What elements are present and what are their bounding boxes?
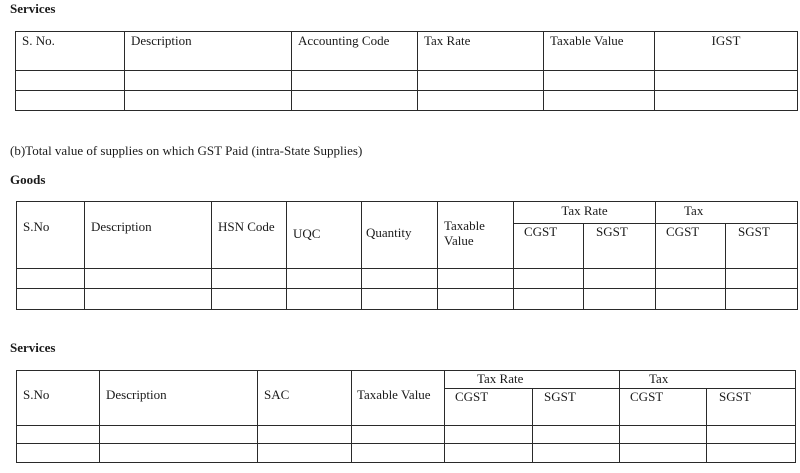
table-cell[interactable] — [17, 289, 85, 310]
table-cell[interactable] — [726, 269, 798, 289]
table-cell[interactable] — [445, 444, 533, 463]
table-cell[interactable] — [125, 71, 292, 91]
table-cell[interactable] — [620, 444, 707, 463]
table-cell[interactable] — [258, 444, 352, 463]
table-cell[interactable] — [418, 91, 544, 111]
table-cell[interactable] — [544, 91, 655, 111]
table-cell[interactable] — [100, 444, 258, 463]
group-header-tax: Tax — [656, 202, 798, 224]
header-cell: S.No — [17, 202, 85, 269]
table-row — [16, 91, 798, 111]
table-cell[interactable] — [544, 71, 655, 91]
table-cell[interactable] — [514, 269, 584, 289]
header-cell: S.No — [17, 371, 100, 426]
table-cell[interactable] — [17, 426, 100, 444]
table-cell[interactable] — [584, 269, 656, 289]
table-cell[interactable] — [655, 71, 798, 91]
table-cell[interactable] — [362, 289, 438, 310]
services-igst-table — [15, 31, 798, 111]
services-cgst-sgst-table — [16, 370, 796, 463]
table-cell[interactable] — [287, 289, 362, 310]
table-cell[interactable] — [533, 426, 620, 444]
table-cell[interactable] — [292, 91, 418, 111]
table-cell[interactable] — [212, 269, 287, 289]
header-cell: Accounting Code — [292, 32, 418, 71]
table-row — [17, 289, 798, 310]
table-cell[interactable] — [16, 71, 125, 91]
table-cell[interactable] — [287, 269, 362, 289]
header-cell: UQC — [287, 202, 362, 269]
table-cell[interactable] — [258, 426, 352, 444]
table-cell[interactable] — [352, 426, 445, 444]
goods-heading: Goods — [10, 172, 46, 187]
header-cell: IGST — [655, 32, 798, 71]
table-cell[interactable] — [352, 444, 445, 463]
table-header-row — [16, 32, 798, 71]
header-cell: Tax Rate — [418, 32, 544, 71]
table-header-row — [17, 371, 796, 389]
group-header-tax-rate: Tax Rate — [445, 371, 620, 389]
header-cell: HSN Code — [212, 202, 287, 269]
header-cell: Taxable Value — [544, 32, 655, 71]
header-cell: Taxable Value — [438, 202, 514, 269]
table-header-row — [17, 202, 798, 224]
header-cell: SAC — [258, 371, 352, 426]
group-header-tax-rate: Tax Rate — [514, 202, 656, 224]
table-row — [17, 269, 798, 289]
header-cell: S. No. — [16, 32, 125, 71]
table-cell[interactable] — [707, 444, 796, 463]
table-row — [16, 71, 798, 91]
header-cell: Description — [85, 202, 212, 269]
header-cell: CGST — [656, 224, 726, 269]
table-cell[interactable] — [533, 444, 620, 463]
goods-cgst-sgst-table — [16, 201, 798, 310]
header-cell: Description — [100, 371, 258, 426]
header-cell: SGST — [707, 389, 796, 426]
header-cell: SGST — [533, 389, 620, 426]
table-cell[interactable] — [212, 289, 287, 310]
table-row — [17, 444, 796, 463]
header-cell: Quantity — [362, 202, 438, 269]
intra-state-intro: (b)Total value of supplies on which GST Paid (intra-State Supplies) — [10, 143, 363, 158]
table-cell[interactable] — [438, 269, 514, 289]
table-cell[interactable] — [656, 289, 726, 310]
table-cell[interactable] — [445, 426, 533, 444]
table-cell[interactable] — [17, 269, 85, 289]
header-cell: Description — [125, 32, 292, 71]
table-cell[interactable] — [655, 91, 798, 111]
table-row — [17, 426, 796, 444]
table-cell[interactable] — [726, 289, 798, 310]
header-cell: SGST — [726, 224, 798, 269]
header-cell: CGST — [445, 389, 533, 426]
table-cell[interactable] — [292, 71, 418, 91]
table-cell[interactable] — [100, 426, 258, 444]
services-heading: Services — [10, 1, 56, 16]
header-cell: SGST — [584, 224, 656, 269]
table-cell[interactable] — [656, 269, 726, 289]
table-cell[interactable] — [620, 426, 707, 444]
table-cell[interactable] — [362, 269, 438, 289]
header-cell: CGST — [514, 224, 584, 269]
services-heading-2: Services — [10, 340, 56, 355]
table-cell[interactable] — [85, 269, 212, 289]
table-cell[interactable] — [16, 91, 125, 111]
table-cell[interactable] — [17, 444, 100, 463]
table-cell[interactable] — [438, 289, 514, 310]
table-cell[interactable] — [85, 289, 212, 310]
table-cell[interactable] — [514, 289, 584, 310]
header-cell: CGST — [620, 389, 707, 426]
table-cell[interactable] — [418, 71, 544, 91]
table-cell[interactable] — [584, 289, 656, 310]
header-cell: Taxable Value — [352, 371, 445, 426]
table-cell[interactable] — [707, 426, 796, 444]
table-cell[interactable] — [125, 91, 292, 111]
group-header-tax: Tax — [620, 371, 796, 389]
